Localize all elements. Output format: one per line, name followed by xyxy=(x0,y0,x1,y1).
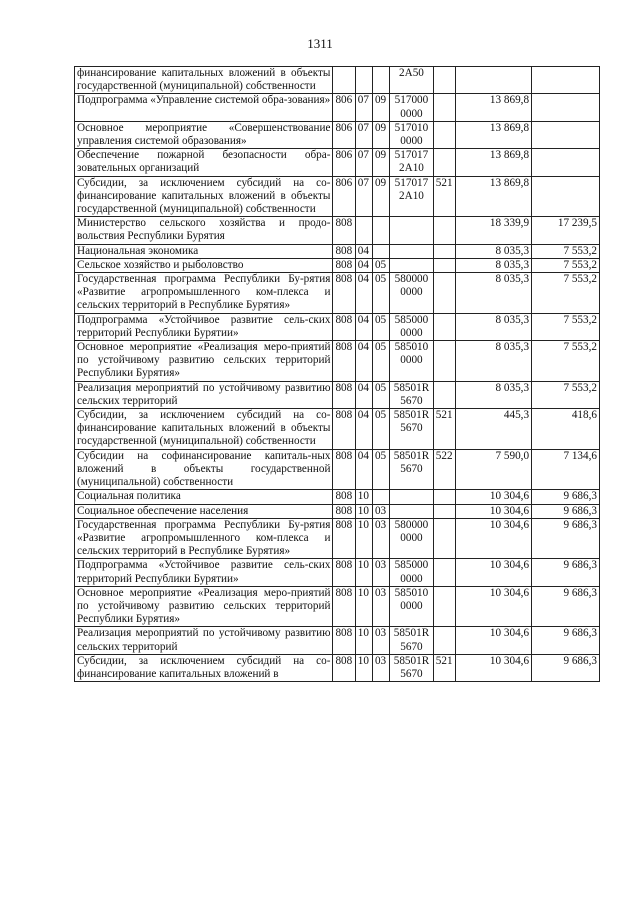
subsection-code-cell: 09 xyxy=(372,121,389,148)
amount-first-year-cell: 8 035,3 xyxy=(456,313,532,340)
grbs-code-cell: 808 xyxy=(333,490,355,504)
expense-type-cell xyxy=(433,518,455,559)
amount-first-year-cell: 10 304,6 xyxy=(456,559,532,586)
target-article-cell xyxy=(390,244,434,258)
target-article-cell: 585000 0000 xyxy=(390,559,434,586)
amount-first-year-cell: 8 035,3 xyxy=(456,244,532,258)
amount-second-year-cell: 9 686,3 xyxy=(532,490,600,504)
amount-second-year-cell xyxy=(532,67,600,94)
grbs-code-cell: 808 xyxy=(333,627,355,654)
table-row xyxy=(75,518,600,559)
expense-type-cell xyxy=(433,586,455,627)
table-row xyxy=(75,313,600,340)
row-name-cell: Субсидии, за исключением субсидий на со-финансирование капитальных вложений в xyxy=(75,654,333,681)
subsection-code-cell: 05 xyxy=(372,313,389,340)
expense-type-cell: 521 xyxy=(433,654,455,681)
grbs-code-cell: 808 xyxy=(333,559,355,586)
row-name-cell: Субсидии, за исключением субсидий на со-финансирование капитальных вложений в объекты государственной (муниципальной) собственности xyxy=(75,409,333,450)
subsection-code-cell xyxy=(372,244,389,258)
amount-second-year-cell xyxy=(532,176,600,217)
grbs-code-cell: 808 xyxy=(333,313,355,340)
row-name-cell: Основное мероприятие «Реализация меро-приятий по устойчивому развитию сельских территорий Республики Бурятия» xyxy=(75,341,333,382)
target-article-cell: 2А50 xyxy=(390,67,434,94)
subsection-code-cell xyxy=(372,67,389,94)
row-name-cell: Социальная политика xyxy=(75,490,333,504)
section-code-cell: 10 xyxy=(355,504,372,518)
table-row xyxy=(75,409,600,450)
row-name-cell: Социальное обеспечение населения xyxy=(75,504,333,518)
expense-type-cell xyxy=(433,627,455,654)
amount-first-year-cell: 10 304,6 xyxy=(456,504,532,518)
page-number: 1311 xyxy=(307,36,333,51)
table-row xyxy=(75,94,600,121)
row-name-cell: Национальная экономика xyxy=(75,244,333,258)
section-code-cell: 10 xyxy=(355,490,372,504)
expense-type-cell xyxy=(433,217,455,244)
subsection-code-cell: 09 xyxy=(372,176,389,217)
target-article-cell: 58501R 5670 xyxy=(390,449,434,490)
grbs-code-cell: 806 xyxy=(333,149,355,176)
amount-second-year-cell: 9 686,3 xyxy=(532,627,600,654)
amount-second-year-cell: 7 553,2 xyxy=(532,273,600,314)
expense-type-cell xyxy=(433,67,455,94)
section-code-cell: 10 xyxy=(355,627,372,654)
target-article-cell: 58501R 5670 xyxy=(390,381,434,408)
row-name-cell: Подпрограмма «Устойчивое развитие сель-ских территорий Республики Бурятии» xyxy=(75,559,333,586)
target-article-cell: 585010 0000 xyxy=(390,341,434,382)
row-name-cell: Основное мероприятие «Совершенствование управления системой образования» xyxy=(75,121,333,148)
section-code-cell xyxy=(355,217,372,244)
row-name-cell: Подпрограмма «Управление системой обра-зования» xyxy=(75,94,333,121)
expense-type-cell: 521 xyxy=(433,176,455,217)
target-article-cell xyxy=(390,490,434,504)
target-article-cell: 585010 0000 xyxy=(390,586,434,627)
amount-first-year-cell: 13 869,8 xyxy=(456,149,532,176)
section-code-cell: 04 xyxy=(355,258,372,272)
amount-first-year-cell: 13 869,8 xyxy=(456,94,532,121)
amount-second-year-cell: 7 134,6 xyxy=(532,449,600,490)
section-code-cell: 04 xyxy=(355,409,372,450)
grbs-code-cell: 808 xyxy=(333,217,355,244)
expense-type-cell xyxy=(433,341,455,382)
row-name-cell: Реализация мероприятий по устойчивому развитию сельских территорий xyxy=(75,381,333,408)
row-name-cell: Государственная программа Республики Бу-рятия «Развитие агропромышленного ком-плекса и сельских территорий в Республике Бурятия» xyxy=(75,273,333,314)
section-code-cell: 04 xyxy=(355,244,372,258)
row-name-cell: Министерство сельского хозяйства и продо-вольствия Республики Бурятия xyxy=(75,217,333,244)
amount-second-year-cell xyxy=(532,94,600,121)
row-name-cell: Основное мероприятие «Реализация меро-приятий по устойчивому развитию сельских территорий Республики Бурятия» xyxy=(75,586,333,627)
table-row xyxy=(75,490,600,504)
expense-type-cell xyxy=(433,504,455,518)
table-body xyxy=(75,67,600,682)
amount-second-year-cell: 9 686,3 xyxy=(532,504,600,518)
subsection-code-cell: 05 xyxy=(372,409,389,450)
amount-second-year-cell: 9 686,3 xyxy=(532,518,600,559)
grbs-code-cell: 808 xyxy=(333,449,355,490)
grbs-code-cell: 808 xyxy=(333,409,355,450)
section-code-cell: 07 xyxy=(355,176,372,217)
grbs-code-cell: 808 xyxy=(333,654,355,681)
target-article-cell: 517010 0000 xyxy=(390,121,434,148)
expense-type-cell xyxy=(433,94,455,121)
subsection-code-cell: 03 xyxy=(372,504,389,518)
subsection-code-cell: 05 xyxy=(372,258,389,272)
amount-first-year-cell xyxy=(456,67,532,94)
table-row xyxy=(75,67,600,94)
grbs-code-cell: 808 xyxy=(333,504,355,518)
grbs-code-cell: 808 xyxy=(333,341,355,382)
expense-type-cell xyxy=(433,490,455,504)
target-article-cell xyxy=(390,504,434,518)
amount-first-year-cell: 8 035,3 xyxy=(456,381,532,408)
amount-second-year-cell: 9 686,3 xyxy=(532,559,600,586)
section-code-cell: 07 xyxy=(355,94,372,121)
table-row xyxy=(75,217,600,244)
expense-type-cell: 522 xyxy=(433,449,455,490)
target-article-cell: 517017 2А10 xyxy=(390,149,434,176)
table-row xyxy=(75,244,600,258)
table-row xyxy=(75,586,600,627)
amount-first-year-cell: 10 304,6 xyxy=(456,654,532,681)
amount-second-year-cell xyxy=(532,121,600,148)
subsection-code-cell: 05 xyxy=(372,449,389,490)
section-code-cell: 07 xyxy=(355,149,372,176)
target-article-cell xyxy=(390,217,434,244)
grbs-code-cell: 808 xyxy=(333,273,355,314)
table-row xyxy=(75,176,600,217)
amount-second-year-cell: 7 553,2 xyxy=(532,244,600,258)
expense-type-cell xyxy=(433,149,455,176)
amount-first-year-cell: 7 590,0 xyxy=(456,449,532,490)
target-article-cell: 517017 2А10 xyxy=(390,176,434,217)
table-row xyxy=(75,121,600,148)
amount-second-year-cell: 9 686,3 xyxy=(532,654,600,681)
amount-first-year-cell: 10 304,6 xyxy=(456,627,532,654)
target-article-cell: 58501R 5670 xyxy=(390,654,434,681)
subsection-code-cell: 03 xyxy=(372,559,389,586)
amount-second-year-cell xyxy=(532,149,600,176)
table-row xyxy=(75,654,600,681)
target-article-cell: 580000 0000 xyxy=(390,273,434,314)
amount-first-year-cell: 13 869,8 xyxy=(456,176,532,217)
section-code-cell: 10 xyxy=(355,654,372,681)
amount-second-year-cell: 9 686,3 xyxy=(532,586,600,627)
amount-second-year-cell: 17 239,5 xyxy=(532,217,600,244)
grbs-code-cell: 806 xyxy=(333,94,355,121)
row-name-cell: Обеспечение пожарной безопасности обра-зовательных организаций xyxy=(75,149,333,176)
amount-first-year-cell: 10 304,6 xyxy=(456,518,532,559)
amount-first-year-cell: 18 339,9 xyxy=(456,217,532,244)
row-name-cell: Субсидии, за исключением субсидий на со-финансирование капитальных вложений в объекты государственной (муниципальной) собственности xyxy=(75,176,333,217)
subsection-code-cell: 03 xyxy=(372,654,389,681)
subsection-code-cell: 05 xyxy=(372,273,389,314)
table-row xyxy=(75,381,600,408)
grbs-code-cell: 808 xyxy=(333,518,355,559)
grbs-code-cell: 808 xyxy=(333,381,355,408)
target-article-cell: 580000 0000 xyxy=(390,518,434,559)
grbs-code-cell xyxy=(333,67,355,94)
row-name-cell: Реализация мероприятий по устойчивому развитию сельских территорий xyxy=(75,627,333,654)
subsection-code-cell: 03 xyxy=(372,586,389,627)
row-name-cell: Сельское хозяйство и рыболовство xyxy=(75,258,333,272)
section-code-cell: 10 xyxy=(355,586,372,627)
grbs-code-cell: 808 xyxy=(333,586,355,627)
section-code-cell: 10 xyxy=(355,559,372,586)
table-row xyxy=(75,504,600,518)
table-row xyxy=(75,258,600,272)
subsection-code-cell: 05 xyxy=(372,341,389,382)
expense-type-cell xyxy=(433,381,455,408)
target-article-cell xyxy=(390,258,434,272)
expense-type-cell xyxy=(433,559,455,586)
budget-table xyxy=(74,66,600,682)
amount-first-year-cell: 8 035,3 xyxy=(456,341,532,382)
grbs-code-cell: 808 xyxy=(333,258,355,272)
row-name-cell: Государственная программа Республики Бу-рятия «Развитие агропромышленного ком-плекса и сельских территорий в Республике Бурятия» xyxy=(75,518,333,559)
amount-second-year-cell: 7 553,2 xyxy=(532,313,600,340)
section-code-cell: 04 xyxy=(355,273,372,314)
amount-second-year-cell: 7 553,2 xyxy=(532,341,600,382)
amount-first-year-cell: 445,3 xyxy=(456,409,532,450)
grbs-code-cell: 808 xyxy=(333,244,355,258)
grbs-code-cell: 806 xyxy=(333,121,355,148)
target-article-cell: 517000 0000 xyxy=(390,94,434,121)
amount-second-year-cell: 418,6 xyxy=(532,409,600,450)
table-row xyxy=(75,149,600,176)
table-row xyxy=(75,449,600,490)
subsection-code-cell: 09 xyxy=(372,149,389,176)
amount-first-year-cell: 10 304,6 xyxy=(456,490,532,504)
expense-type-cell: 521 xyxy=(433,409,455,450)
section-code-cell: 04 xyxy=(355,381,372,408)
section-code-cell: 07 xyxy=(355,121,372,148)
target-article-cell: 58501R 5670 xyxy=(390,627,434,654)
table-row xyxy=(75,559,600,586)
subsection-code-cell: 03 xyxy=(372,627,389,654)
row-name-cell: Подпрограмма «Устойчивое развитие сель-ских территорий Республики Бурятии» xyxy=(75,313,333,340)
section-code-cell: 04 xyxy=(355,449,372,490)
section-code-cell: 10 xyxy=(355,518,372,559)
amount-first-year-cell: 10 304,6 xyxy=(456,586,532,627)
row-name-cell: финансирование капитальных вложений в объекты государственной (муниципальной) собственности xyxy=(75,67,333,94)
amount-second-year-cell: 7 553,2 xyxy=(532,258,600,272)
subsection-code-cell: 05 xyxy=(372,381,389,408)
row-name-cell: Субсидии на софинансирование капиталь-ных вложений в объекты государственной (муниципальной) собственности xyxy=(75,449,333,490)
expense-type-cell xyxy=(433,313,455,340)
expense-type-cell xyxy=(433,273,455,314)
table-row xyxy=(75,627,600,654)
section-code-cell: 04 xyxy=(355,341,372,382)
amount-first-year-cell: 13 869,8 xyxy=(456,121,532,148)
section-code-cell: 04 xyxy=(355,313,372,340)
subsection-code-cell xyxy=(372,490,389,504)
target-article-cell: 585000 0000 xyxy=(390,313,434,340)
section-code-cell xyxy=(355,67,372,94)
expense-type-cell xyxy=(433,121,455,148)
expense-type-cell xyxy=(433,244,455,258)
expense-type-cell xyxy=(433,258,455,272)
subsection-code-cell: 03 xyxy=(372,518,389,559)
table-row xyxy=(75,273,600,314)
subsection-code-cell: 09 xyxy=(372,94,389,121)
target-article-cell: 58501R 5670 xyxy=(390,409,434,450)
subsection-code-cell xyxy=(372,217,389,244)
amount-first-year-cell: 8 035,3 xyxy=(456,258,532,272)
grbs-code-cell: 806 xyxy=(333,176,355,217)
table-row xyxy=(75,341,600,382)
amount-second-year-cell: 7 553,2 xyxy=(532,381,600,408)
amount-first-year-cell: 8 035,3 xyxy=(456,273,532,314)
